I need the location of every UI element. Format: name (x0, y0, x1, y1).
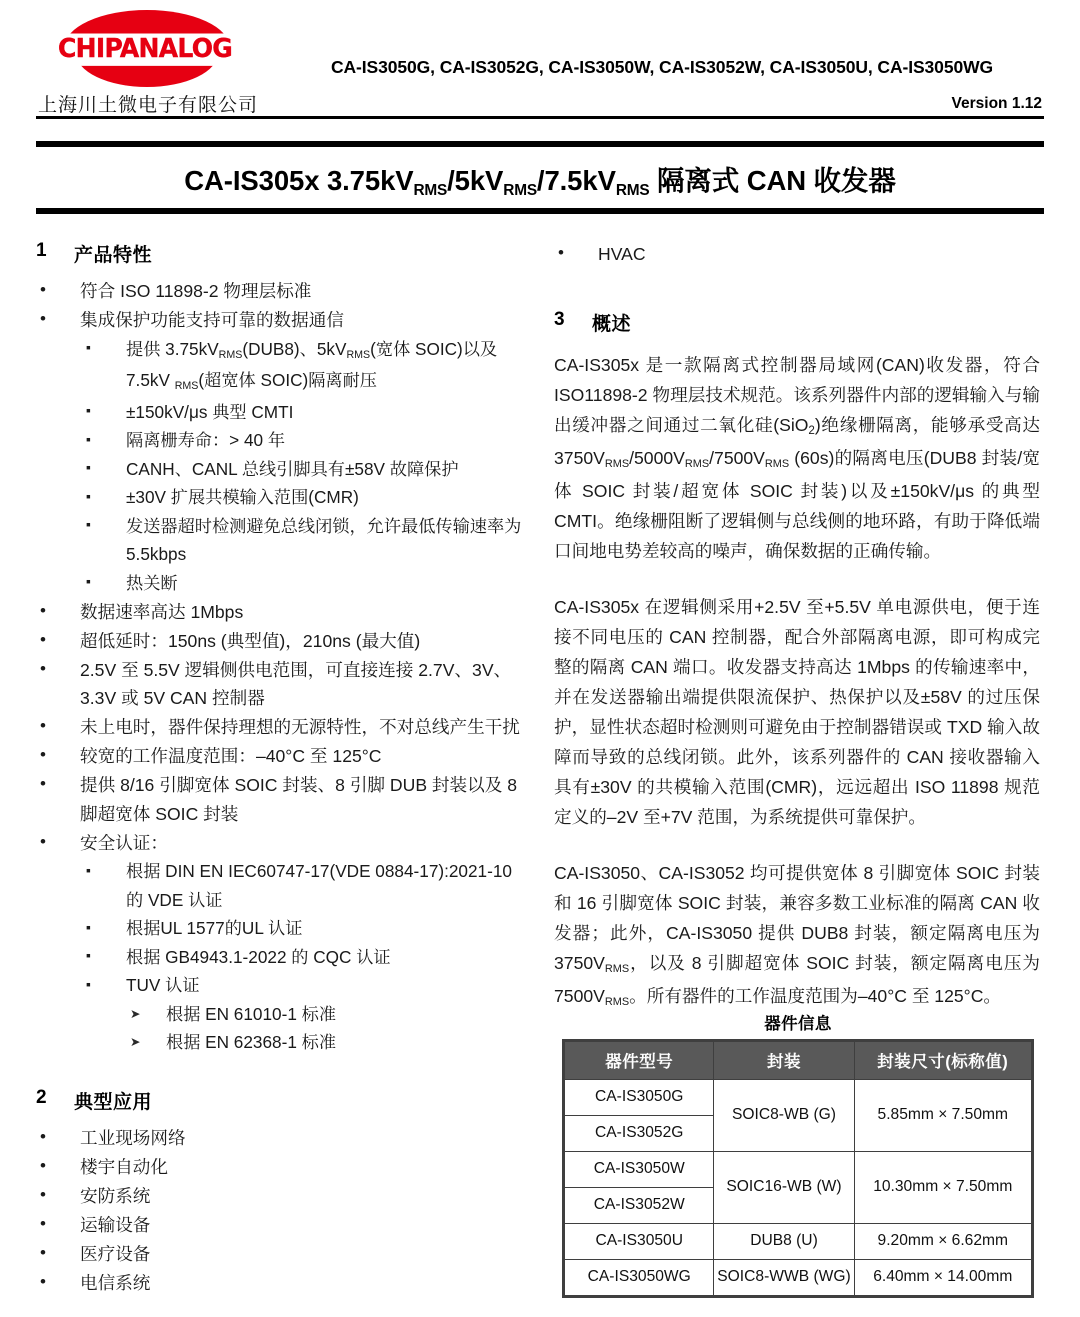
feature-sub-item (80, 455, 528, 484)
feature-text: 2.5V 至 5.5V 逻辑侧供电范围，可直接连接 2.7V、3V、3.3V 或 5V CAN 控制器 (80, 659, 512, 708)
right-column (554, 240, 1040, 1298)
feature-item (36, 771, 528, 828)
feature-sub-text: 提供 $3.75kV_{RMS}(DUB8)$、$5kV_{RMS}$(宽体 SOIC)以及 7.5kV $_{RMS}$(超宽体 SOIC)隔离耐压 (126, 338, 498, 393)
application-item: • 楼宇自动化 (36, 1153, 528, 1182)
title-prefix: CA-IS305x 3.75kV (184, 165, 414, 196)
feature-sub-item (80, 426, 528, 455)
feature-item (36, 713, 528, 742)
overview-paragraph: CA-IS3050、CA-IS3052 均可提供宽体 8 引脚宽体 SOIC 封装和 16 引脚宽体 SOIC 封装，兼容多数工业标准的隔离 CAN 收发器；此外，CA-IS3050 提供 DUB8 封装，额定隔离电压为 $3750V_{RMS}$，以及 8 引脚超宽体 SOIC 封装，额定隔离电压为 $7500V_{RMS}$。所有器件的工作温度范围为–40°C 至 125°C。 (554, 862, 1040, 1008)
table-column-header: 器件型号 (565, 1041, 714, 1079)
features-list (36, 277, 528, 1057)
section-title-3: 概述 (592, 313, 632, 335)
applications-continued-list (554, 240, 1040, 269)
table-column-header: 封装尺寸(标称值) (854, 1041, 1031, 1079)
application-item: • 运输设备 (36, 1211, 528, 1240)
section-title-2: 典型应用 (74, 1091, 153, 1113)
feature-sub-item (80, 335, 528, 398)
feature-text: 超低延时：150ns (典型值)，210ns (最大值) (80, 630, 421, 651)
cell-package-size: 6.40mm × 14.00mm (854, 1259, 1031, 1295)
device-info-table-title: 器件信息 (764, 1014, 832, 1033)
cell-model: CA-IS3052G (565, 1115, 714, 1151)
feature-text: 安全认证： (80, 832, 168, 853)
feature-sub-text: 根据 GB4943.1-2022 的 CQC 认证 (126, 946, 391, 967)
feature-sub-text: ±30V 扩展共模输入范围(CMR) (126, 487, 359, 507)
cell-model: CA-IS3050WG (565, 1259, 714, 1295)
feature-subsub-item (126, 1000, 528, 1029)
feature-sub-text: 热关断 (126, 572, 178, 593)
part-number-list: CA-IS3050G, CA-IS3052G, CA-IS3050W, CA-IS3052W, CA-IS3050U, CA-IS3050WG (330, 57, 994, 77)
title-band (36, 141, 1044, 214)
overview-paragraph: CA-IS305x 在逻辑侧采用+2.5V 至+5.5V 单电源供电，便于连接不同电压的 CAN 控制器，配合外部隔离电源，即可构成完整的隔离 CAN 端口。收发器支持高达 1Mbps 的传输速率中，并在发送器输出端提供限流保护、热保护以及±58V 的过压保护，显性状态超时检测则可避免由于控制器错误或 TXD 输入故障而导致的总线闭锁。此外，该系列器件的 CAN 接收器输入具有±30V 的共模输入范围(CMR)，远远超出 ISO 11898 规范定义的–2V 至+7V 范围，为系统提供可靠保护。 (554, 596, 1040, 827)
section-number-2: 2 (36, 1086, 48, 1108)
feature-sublist (80, 335, 528, 598)
applications-list (36, 1124, 528, 1298)
feature-text: 提供 8/16 引脚宽体 SOIC 封装、8 引脚 DUB 封装以及 8 脚超宽体 SOIC 封装 (80, 775, 517, 824)
cell-model: CA-IS3050G (565, 1079, 714, 1115)
feature-text: 较宽的工作温度范围：–40°C 至 125°C (80, 746, 382, 766)
title-mid-1: /5kV (447, 165, 504, 196)
feature-sub-text: TUV 认证 (126, 975, 200, 995)
left-column (36, 240, 528, 1298)
feature-item (36, 656, 528, 713)
content-columns (36, 240, 1044, 1298)
table-row (565, 1151, 1032, 1187)
feature-sub-text: 根据 DIN EN IEC60747-17(VDE 0884-17):2021-10 的 VDE 认证 (126, 861, 512, 910)
application-item: • HVAC (554, 240, 1040, 269)
table-header-row (565, 1041, 1032, 1079)
feature-text: 符合 ISO 11898-2 物理层标准 (80, 281, 312, 301)
company-name-cn: 上海川土微电子有限公司 (38, 95, 259, 116)
title-sub-rms-2: RMS (503, 181, 537, 199)
feature-sub-item (80, 512, 528, 569)
feature-item (36, 829, 528, 1057)
feature-subsub-text: 根据 EN 61010-1 标准 (166, 1003, 337, 1024)
section-number-1: 1 (36, 240, 48, 261)
title-sub-rms-1: RMS (413, 181, 448, 199)
logo-wordmark: CHIPANALOG (58, 34, 233, 64)
feature-sublist (80, 857, 528, 1057)
application-item: • 安防系统 (36, 1182, 528, 1211)
cell-package: SOIC8-WB (G) (714, 1079, 854, 1151)
feature-sub-text: 发送器超时检测避免总线闭锁，允许最低传输速率为 5.5kbps (126, 515, 522, 564)
document-version: Version 1.12 (951, 95, 1042, 112)
device-information-block (562, 1010, 1034, 1298)
feature-sub-item (80, 914, 528, 943)
feature-sub-text: 隔离栅寿命：> 40 年 (126, 430, 286, 450)
feature-item (36, 627, 528, 656)
section-heading-overview (554, 309, 1040, 336)
device-info-table-border (562, 1039, 1034, 1298)
cell-package-size: 9.20mm × 6.62mm (854, 1223, 1031, 1259)
feature-sub-text: 根据UL 1577的UL 认证 (126, 918, 303, 938)
cell-model: CA-IS3050U (565, 1223, 714, 1259)
section-number-3: 3 (554, 308, 566, 330)
feature-item (36, 742, 528, 771)
cell-model: CA-IS3050W (565, 1151, 714, 1187)
header-right-block (284, 0, 1044, 113)
table-row (565, 1079, 1032, 1115)
feature-sub-item (80, 398, 528, 427)
table-column-header: 封装 (714, 1041, 854, 1079)
feature-sub-item (80, 971, 528, 1057)
cell-model: CA-IS3052W (565, 1187, 714, 1223)
title-sub-rms-3: RMS (615, 181, 650, 199)
table-body (565, 1079, 1032, 1295)
title-rule-bottom (36, 208, 1044, 214)
feature-subsub-item (126, 1028, 528, 1057)
table-row (565, 1259, 1032, 1295)
feature-sub-item (80, 483, 528, 512)
feature-sub-text: ±150kV/μs 典型 CMTI (126, 401, 294, 422)
feature-text: 数据速率高达 1Mbps (80, 601, 244, 622)
application-item: • 工业现场网络 (36, 1124, 528, 1153)
cell-package-size: 10.30mm × 7.50mm (854, 1151, 1031, 1223)
table-row (565, 1223, 1032, 1259)
page-header (36, 0, 1044, 116)
feature-sub-item (80, 943, 528, 972)
section-heading-features (36, 240, 528, 267)
feature-item (36, 306, 528, 597)
device-info-table (564, 1041, 1032, 1296)
feature-item (36, 277, 528, 306)
application-item: • 医疗设备 (36, 1240, 528, 1269)
feature-sub-item (80, 857, 528, 914)
feature-sub-text: CANH、CANL 总线引脚具有±58V 故障保护 (126, 458, 459, 479)
feature-text: 未上电时，器件保持理想的无源特性，不对总线产生干扰 (80, 717, 520, 737)
page-title (36, 147, 1044, 208)
feature-item (36, 598, 528, 627)
overview-paragraphs (554, 350, 1040, 1014)
overview-paragraph: CA-IS305x 是一款隔离式控制器局域网(CAN)收发器，符合 ISO11898-2 物理层技术规范。该系列器件内部的逻辑输入与输出缓冲器之间通过二氧化硅(SiO$_2$)绝缘栅隔离，能够承受高达 $3750V_{RMS}/5000V_{RMS}/7500V_{RMS}$ (60s)的隔离电压(DUB8 封装/宽体 SOIC 封装/超宽体 SOIC 封装)以及±150kV/μs 的典型 CMTI。绝缘栅阻断了逻辑侧与总线侧的地环路，有助于降低端口间地电势差较高的噪声，确保数据的正确传输。 (554, 354, 1040, 561)
application-item: • 电信系统 (36, 1269, 528, 1298)
cell-package: SOIC8-WWB (WG) (714, 1259, 854, 1295)
title-suffix: 隔离式 CAN 收发器 (649, 165, 896, 196)
section-heading-applications (36, 1087, 528, 1114)
feature-subsub-text: 根据 EN 62368-1 标准 (166, 1032, 337, 1052)
title-mid-2: /7.5kV (536, 165, 616, 196)
cell-package: SOIC16-WB (W) (714, 1151, 854, 1223)
chipanalog-logo-icon (36, 8, 266, 86)
feature-subsublist (126, 1000, 528, 1057)
section-title-1: 产品特性 (74, 245, 153, 266)
cell-package-size: 5.85mm × 7.50mm (854, 1079, 1031, 1151)
feature-text: 集成保护功能支持可靠的数据通信 (80, 310, 344, 330)
cell-package: DUB8 (U) (714, 1223, 854, 1259)
feature-sub-item (80, 569, 528, 598)
company-logo (36, 8, 296, 116)
